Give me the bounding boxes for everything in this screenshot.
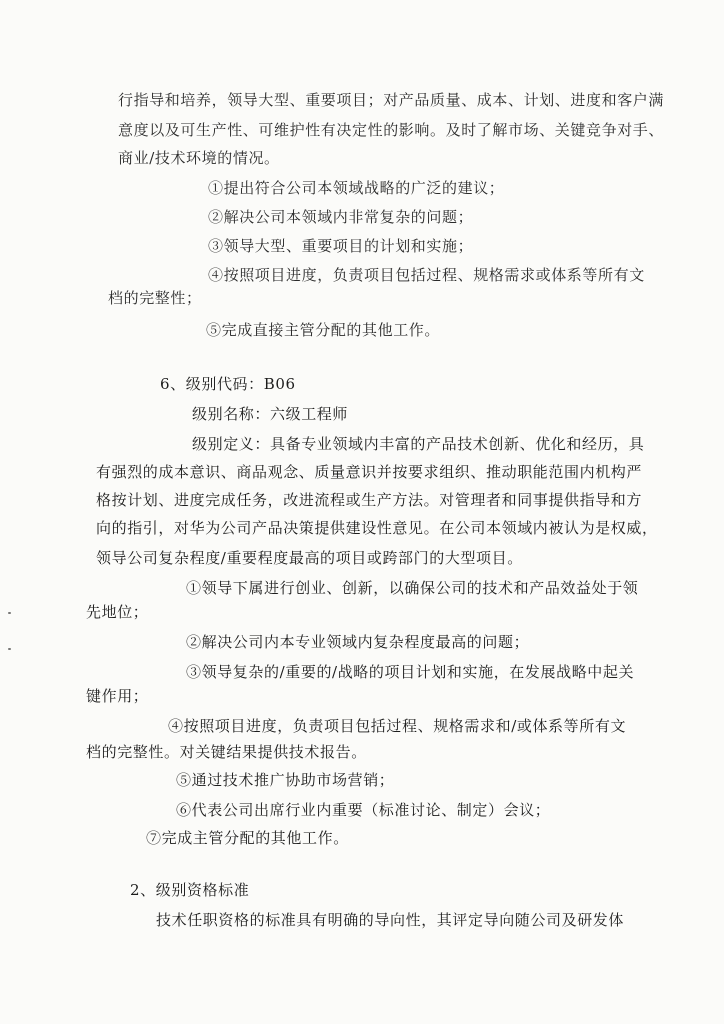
level6-definition-5: 领导公司复杂程度/重要程度最高的项目或跨部门的大型项目。 xyxy=(96,549,523,567)
section2-body: 技术任职资格的标准具有明确的导向性，其评定导向随公司及研发体 xyxy=(156,911,625,929)
intro-line-1: 行指导和培养，领导大型、重要项目；对产品质量、成本、计划、进度和客户满 xyxy=(118,91,665,109)
intro-line-2: 意度以及可生产性、可维护性有决定性的影响。及时了解市场、关键竞争对手、 xyxy=(118,121,665,139)
level6-duty-4-cont: 档的完整性。对关键结果提供技术报告。 xyxy=(86,743,367,761)
level6-duty-6: ⑥代表公司出席行业内重要（标准讨论、制定）会议； xyxy=(176,801,551,819)
level5-duty-4-cont: 档的完整性； xyxy=(108,289,202,307)
level6-duty-3: ③领导复杂的/重要的/战略的项目计划和实施，在发展战略中起关 xyxy=(186,663,635,681)
intro-line-3: 商业/技术环境的情况。 xyxy=(118,149,280,167)
level5-duty-3: ③领导大型、重要项目的计划和实施； xyxy=(208,237,474,255)
scan-speck xyxy=(8,612,11,614)
level6-duty-7: ⑦完成主管分配的其他工作。 xyxy=(146,829,349,847)
level6-definition-1: 级别定义：具备专业领域内丰富的产品技术创新、优化和经历，具 xyxy=(192,435,645,453)
section2-heading: 2、级别资格标准 xyxy=(130,881,250,899)
level6-duty-4: ④按照项目进度，负责项目包括过程、规格需求和/或体系等所有文 xyxy=(168,717,627,735)
level5-duty-2: ②解决公司本领域内非常复杂的问题； xyxy=(208,208,474,226)
level6-duty-1: ①领导下属进行创业、创新，以确保公司的技术和产品效益处于领 xyxy=(186,579,639,597)
level5-duty-4: ④按照项目进度，负责项目包括过程、规格需求或体系等所有文 xyxy=(208,266,645,284)
level6-duty-1-cont: 先地位； xyxy=(86,603,149,621)
scan-speck xyxy=(8,648,11,650)
level6-definition-2: 有强烈的成本意识、商品观念、质量意识并按要求组织、推动职能范围内机构严 xyxy=(96,463,643,481)
level6-code: 6、级别代码：B06 xyxy=(160,375,296,393)
level6-name: 级别名称：六级工程师 xyxy=(192,405,349,423)
level6-definition-4: 向的指引，对华为公司产品决策提供建设性意见。在公司本领域内被认为是权威， xyxy=(96,519,658,537)
level6-definition-3: 格按计划、进度完成任务，改进流程或生产方法。对管理者和同事提供指导和方 xyxy=(96,491,643,509)
level5-duty-5: ⑤完成直接主管分配的其他工作。 xyxy=(206,321,441,339)
level6-duty-2: ②解决公司内本专业领域内复杂程度最高的问题； xyxy=(186,633,530,651)
level6-duty-5: ⑤通过技术推广协助市场营销； xyxy=(176,771,395,789)
level6-duty-3-cont: 键作用； xyxy=(86,687,149,705)
level5-duty-1: ①提出符合公司本领域战略的广泛的建议； xyxy=(208,179,505,197)
